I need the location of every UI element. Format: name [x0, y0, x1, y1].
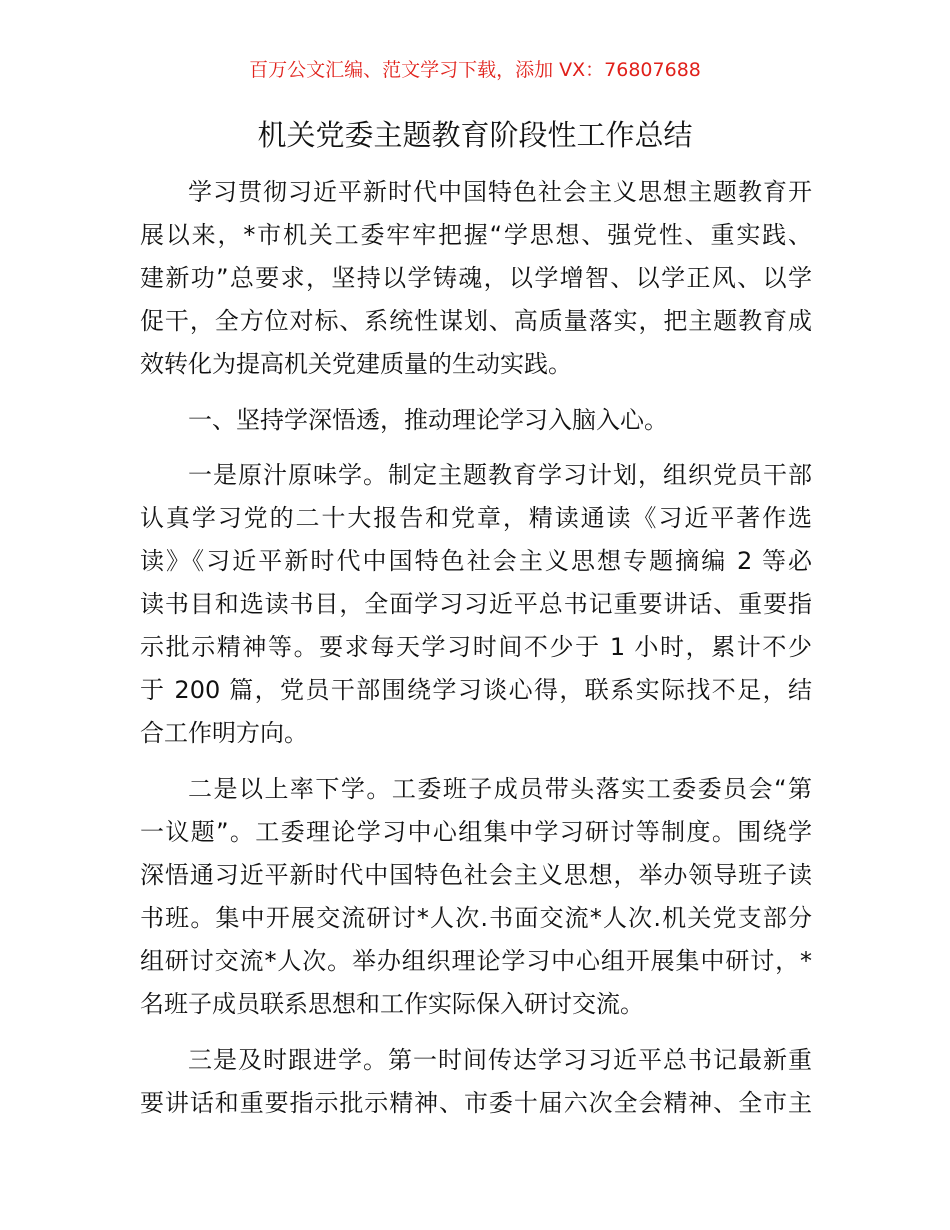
paragraph-line: 合工作明方向。	[140, 719, 308, 747]
paragraph-line: 书班。集中开展交流研讨*人次.书面交流*人次.机关党支部分	[140, 904, 812, 932]
paragraph-line: 示批示精神等。要求每天学习时间不少于 1 小时，累计不少	[140, 633, 812, 661]
paragraph-line: 效转化为提高机关党建质量的生动实践。	[140, 350, 572, 378]
paragraph-line: 一议题”。工委理论学习中心组集中学习研讨等制度。围绕学	[140, 818, 812, 846]
paragraph-line: 于 200 篇，党员干部围绕学习谈心得，联系实际找不足，结	[140, 676, 812, 704]
paragraph-line: 认真学习党的二十大报告和党章，精读通读《习近平著作选	[140, 504, 812, 532]
paragraph-line: 一是原汁原味学。制定主题教育学习计划，组织党员干部	[188, 461, 812, 489]
paragraph-line: 读书目和选读书目，全面学习习近平总书记重要讲话、重要指	[140, 590, 812, 618]
paragraph-line: 名班子成员联系思想和工作实际保入研讨交流。	[140, 990, 644, 1018]
document-body	[140, 171, 812, 1138]
paragraph-line: 深悟通习近平新时代中国特色社会主义思想，举办领导班子读	[140, 861, 812, 889]
paragraph-line: 要讲话和重要指示批示精神、市委十届六次全会精神、全市主	[140, 1089, 812, 1117]
paragraph-line: 建新功”总要求，坚持以学铸魂，以学增智、以学正风、以学	[140, 264, 812, 292]
paragraph-line: 读》《习近平新时代中国特色社会主义思想专题摘编 2 等必	[140, 547, 812, 575]
body-paragraph-study-original	[140, 454, 812, 755]
paragraph-line: 展以来，*市机关工委牢牢把握“学思想、强党性、重实践、	[140, 221, 812, 249]
body-paragraph-timely-follow-up	[140, 1039, 812, 1125]
intro-paragraph	[140, 171, 812, 386]
document-title: 机关党委主题教育阶段性工作总结	[257, 118, 693, 152]
paragraph-line: 组研讨交流*人次。举办组织理论学习中心组开展集中研讨，*	[140, 947, 812, 975]
paragraph-line: 三是及时跟进学。第一时间传达学习习近平总书记最新重	[188, 1046, 812, 1074]
paragraph-line: 学习贯彻习近平新时代中国特色社会主义思想主题教育开	[188, 178, 812, 206]
section-heading	[140, 399, 812, 442]
body-paragraph-lead-by-example	[140, 768, 812, 1026]
promo-header: 百万公文汇编、范文学习下载，添加 VX：76807688	[249, 59, 701, 81]
paragraph-line: 一、坚持学深悟透，推动理论学习入脑入心。	[188, 406, 668, 434]
paragraph-line: 促干，全方位对标、系统性谋划、高质量落实，把主题教育成	[140, 307, 812, 335]
paragraph-line: 二是以上率下学。工委班子成员带头落实工委委员会“第	[188, 775, 812, 803]
